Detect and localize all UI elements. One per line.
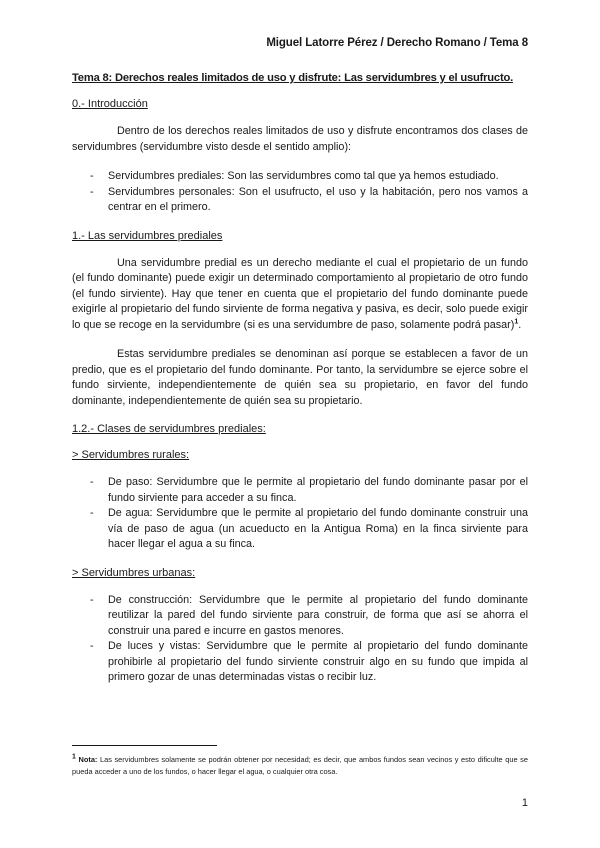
list-item: - De agua: Servidumbre que le permite al propietario del fundo dominante construir una vía de paso de agua (un acueducto en la Antigua Roma) en la finca sirviente para hacer llegar el agua a su finca.	[72, 506, 528, 553]
list-item: - De luces y vistas: Servidumbre que le permite al propietario del fundo dominante prohibirle al propietario del fundo sirviente construir algo en su fundo que impida al primero gozar de unas determinadas vistas o recibir luz.	[72, 639, 528, 686]
urban-list	[72, 593, 528, 686]
footnote-reference[interactable]: 1	[514, 317, 519, 325]
prediales-paragraph-1	[72, 256, 528, 334]
section-heading-servidumbres-prediales: 1.- Las servidumbres prediales	[72, 229, 223, 242]
list-item: - Servidumbres personales: Son el usufructo, el uso y la habitación, pero nos vamos a centrar en el primero.	[72, 185, 528, 216]
paragraph-end: .	[518, 318, 522, 331]
footnote-text: Las servidumbres solamente se podrán obtener por necesidad; es decir, que ambos fundos sean vecinos y esto dificulte que se pueda acceder a uno de los fundos, o hacer llegar el agua, o cualquier otra cosa.	[72, 755, 528, 776]
list-item: - De construcción: Servidumbre que le permite al propietario del fundo dominante reutilizar la pared del fundo sirviente para construir, de forma que así se ahorra el construir una pared e incurre en gastos menores.	[72, 593, 528, 640]
footnote-label: Nota:	[78, 755, 98, 764]
subheading-urbanas: > Servidumbres urbanas:	[72, 566, 196, 579]
footnote-divider	[72, 745, 217, 746]
list-item: - De paso: Servidumbre que le permite al propietario del fundo dominante pasar por el fundo sirviente para acceder a su finca.	[72, 475, 528, 506]
page-header: Miguel Latorre Pérez / Derecho Romano / Tema 8	[266, 37, 528, 49]
paragraph-text: Una servidumbre predial es un derecho mediante el cual el propietario de un fundo (el fundo dominante) puede exigir un determinado comportamiento al propietario de otro fundo (el fundo sirviente). Hay que tener en cuenta que el propietario del fundo dominante puede exigirle al propietario del fundo sirviente de forma negativa y pasiva, es decir, solo puede exigir lo que se recoge en la servidumbre (si es una servidumbre de paso, solamente podrá pasar)	[72, 256, 528, 331]
footnote	[72, 754, 528, 777]
intro-list	[72, 169, 528, 216]
footnote-number: 1	[72, 753, 76, 761]
subheading-rurales: > Servidumbres rurales:	[72, 449, 190, 461]
list-item: - Servidumbres prediales: Son las servidumbres como tal que ya hemos estudiado.	[72, 169, 528, 185]
intro-paragraph: Dentro de los derechos reales limitados de uso y disfrute encontramos dos clases de servidumbres (servidumbre visto desde el sentido amplio):	[72, 125, 528, 153]
rural-list	[72, 475, 528, 553]
document-title: Tema 8: Derechos reales limitados de uso y disfrute: Las servidumbres y el usufructo.	[72, 72, 514, 84]
page-content	[72, 72, 528, 700]
section-heading-introduccion: 0.- Introducción	[72, 98, 148, 110]
section-heading-clases: 1.2.- Clases de servidumbres prediales:	[72, 423, 266, 435]
page-number: 1	[521, 797, 528, 809]
prediales-paragraph-2: Estas servidumbre prediales se denominan así porque se establecen a favor de un predio, que es el propietario del fundo dominante. Por tanto, la servidumbre se ejerce sobre el fundo sirviente, independientemente de quién sea su propietario, en favor del fundo dominante, independientemente de quién sea su propietario.	[72, 348, 528, 407]
